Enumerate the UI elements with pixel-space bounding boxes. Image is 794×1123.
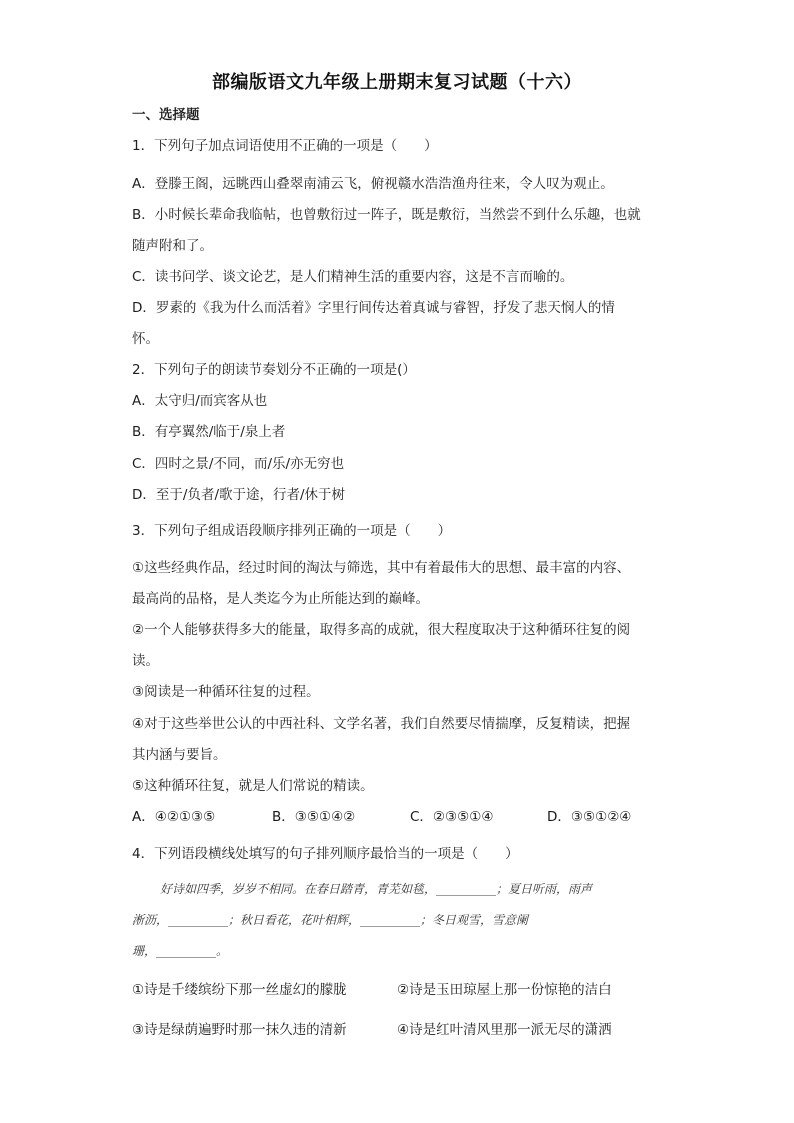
question-4-stem: 4．下列语段横线处填写的句子排列顺序最恰当的一项是（ ）: [132, 846, 519, 862]
question-3-options: [132, 805, 672, 825]
question-2-option-d: D．至于/负者/歌于途，行者/休于树: [132, 487, 346, 503]
question-3-option-b: B．③⑤①④②: [272, 809, 356, 825]
question-1-option-d-cont: 怀。: [132, 331, 159, 347]
question-3-sentence-5: ⑤这种循环往复，就是人们常说的精读。: [132, 778, 374, 794]
page-title: 部编版语文九年级上册期末复习试题（十六）: [212, 72, 582, 93]
question-1-option-c: C．读书问学、谈文论艺，是人们精神生活的重要内容，这是不言而喻的。: [132, 269, 574, 285]
question-4-option-1: ①诗是千缕缤纷下那一丝虚幻的朦胧: [132, 982, 347, 998]
question-2-stem: 2．下列句子的朗读节奏划分不正确的一项是(）: [132, 362, 416, 378]
question-4-option-4: ④诗是红叶清风里那一派无尽的潇洒: [397, 1022, 612, 1038]
question-4-options-row-2: [132, 1018, 652, 1038]
question-4-passage-line-2: 淅沥，__________；秋日看花，花叶相辉，__________；冬日观雪，雪意阑: [132, 913, 529, 927]
question-3-sentence-1-cont: 最高尚的品格，是人类迄今为止所能达到的巅峰。: [132, 591, 429, 607]
question-1-option-a: A．登滕王阁，远眺西山叠翠南浦云飞，俯视赣水浩浩渔舟往来，令人叹为观止。: [132, 176, 614, 192]
question-3-option-d: D．③⑤①②④: [547, 809, 632, 825]
question-3-option-a: A．④②①③⑤: [132, 809, 216, 825]
question-3-sentence-4: ④对于这些举世公认的中西社科、文学名著，我们自然要尽情揣摩，反复精读，把握: [132, 716, 631, 732]
question-2-option-a: A．太守归/而宾客从也: [132, 393, 268, 409]
question-3-sentence-3: ③阅读是一种循环往复的过程。: [132, 684, 320, 700]
question-3-sentence-2: ②一个人能够获得多大的能量，取得多高的成就，很大程度取决于这种循环往复的阅: [132, 622, 631, 638]
question-4-passage-line-3: 珊，__________。: [132, 944, 229, 958]
question-4-option-2: ②诗是玉田琼屋上那一份惊艳的洁白: [397, 982, 612, 998]
question-4-passage-line-1: 好诗如四季，岁岁不相同。在春日踏青，青芜如毯，__________；夏日听雨，雨声: [160, 882, 593, 896]
question-2-option-c: C．四时之景/不同，而/乐/亦无穷也: [132, 456, 345, 472]
question-2-option-b: B．有亭翼然/临于/泉上者: [132, 424, 286, 440]
question-1-option-d: D．罗素的《我为什么而活着》字里行间传达着真诚与睿智，抒发了悲天悯人的情: [132, 300, 615, 316]
question-3-sentence-4-cont: 其内涵与要旨。: [132, 747, 227, 763]
section-heading: 一、选择题: [132, 107, 200, 123]
question-3-sentence-1: ①这些经典作品，经过时间的淘汰与筛选，其中有着最伟大的思想、最丰富的内容、: [132, 560, 631, 576]
question-4-option-3: ③诗是绿荫遍野时那一抹久违的清新: [132, 1022, 347, 1038]
question-3-option-c: C．②③⑤①④: [410, 809, 494, 825]
question-3-sentence-2-cont: 读。: [132, 653, 159, 669]
question-1-stem: 1．下列句子加点词语使用不正确的一项是（ ）: [132, 138, 438, 154]
question-4-options-row-1: [132, 978, 652, 998]
question-1-option-b-cont: 随声附和了。: [132, 238, 213, 254]
question-3-stem: 3．下列句子组成语段顺序排列正确的一项是（ ）: [132, 523, 452, 539]
question-1-option-b: B．小时候长辈命我临帖，也曾敷衍过一阵子，既是敷衍，当然尝不到什么乐趣，也就: [132, 207, 641, 223]
